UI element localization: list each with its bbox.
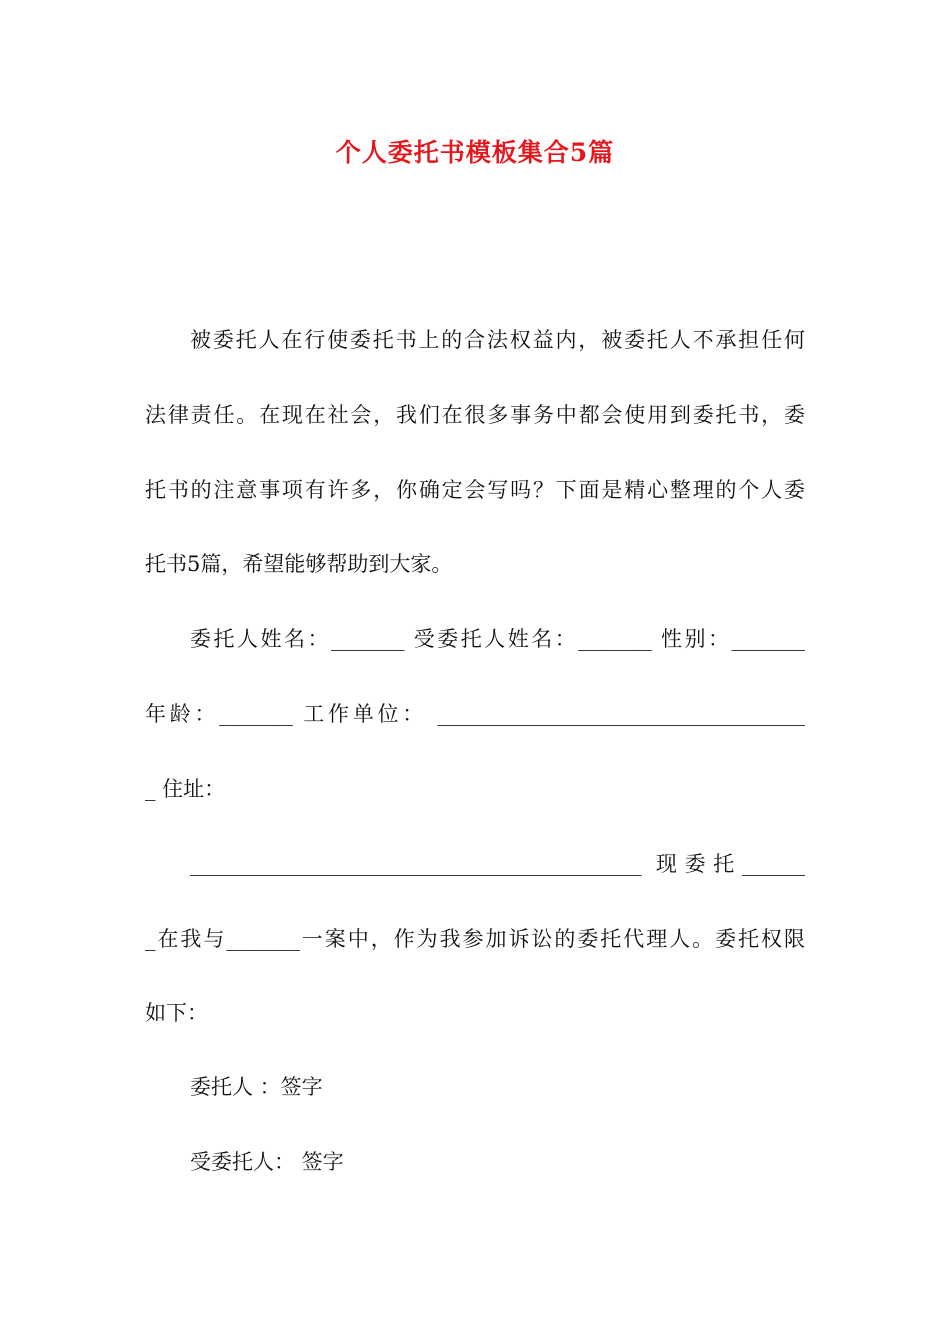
form-line-case: _在我与_______一案中，作为我参加诉讼的委托代理人。委托权限 — [145, 927, 805, 951]
form-line-entrust: ___________________________________________ 现委托______ — [190, 852, 805, 876]
signature-principal: 委托人 ：签字 — [190, 1075, 323, 1099]
form-line-authority: 如下： — [145, 1001, 208, 1025]
form-line-address: _ 住址： — [145, 777, 226, 801]
paragraph-line-1: 被委托人在行使委托书上的合法权益内，被委托人不承担任何 — [190, 328, 805, 352]
form-line-age-work: 年龄：_______ 工作单位： ___________________________________ — [145, 702, 805, 726]
paragraph-line-4: 托书5篇，希望能够帮助到大家。 — [145, 552, 453, 576]
signature-agent: 受委托人： 签字 — [190, 1150, 344, 1174]
form-line-names: 委托人姓名：_______ 受委托人姓名：_______ 性别：_______ — [190, 627, 805, 651]
paragraph-line-2: 法律责任。在现在社会，我们在很多事务中都会使用到委托书，委 — [145, 403, 805, 427]
paragraph-line-3: 托书的注意事项有许多，你确定会写吗？下面是精心整理的个人委 — [145, 478, 805, 502]
document-title: 个人委托书模板集合5篇 — [335, 138, 615, 167]
